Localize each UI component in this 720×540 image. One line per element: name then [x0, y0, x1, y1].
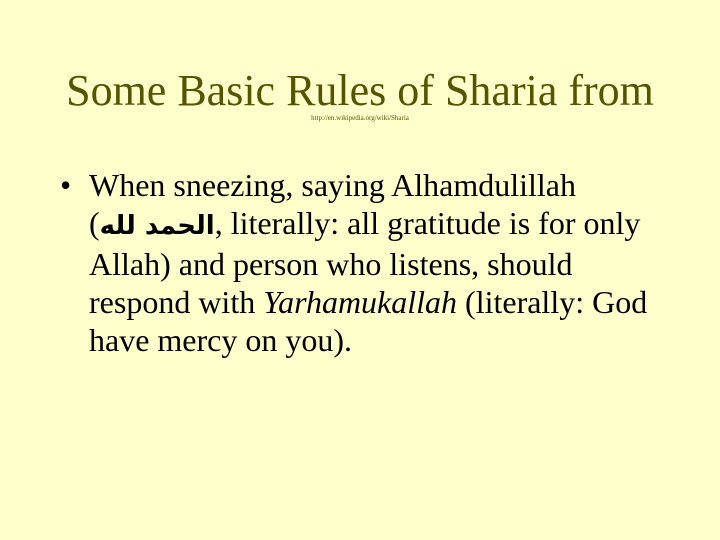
italic-term: Yarhamukallah	[263, 284, 458, 320]
bullet-text-part2: , literally: all gratitude is for only Allah) and person who listens, should respond with	[89, 205, 641, 320]
bullet-text-part3: (literally: God have mercy on you).	[89, 284, 648, 358]
bullet-item	[60, 166, 660, 359]
arabic-phrase: الحمد لله	[99, 211, 215, 241]
bullet-marker: •	[60, 167, 72, 203]
slide-content	[60, 166, 660, 359]
bullet-text	[89, 167, 647, 358]
slide-title: Some Basic Rules of Sharia from	[66, 66, 654, 115]
bullet-text-part1: When sneezing, saying Alhamdulillah (	[89, 167, 576, 241]
source-url: http://en.wikipedia.org/wiki/Sharia	[311, 114, 409, 122]
